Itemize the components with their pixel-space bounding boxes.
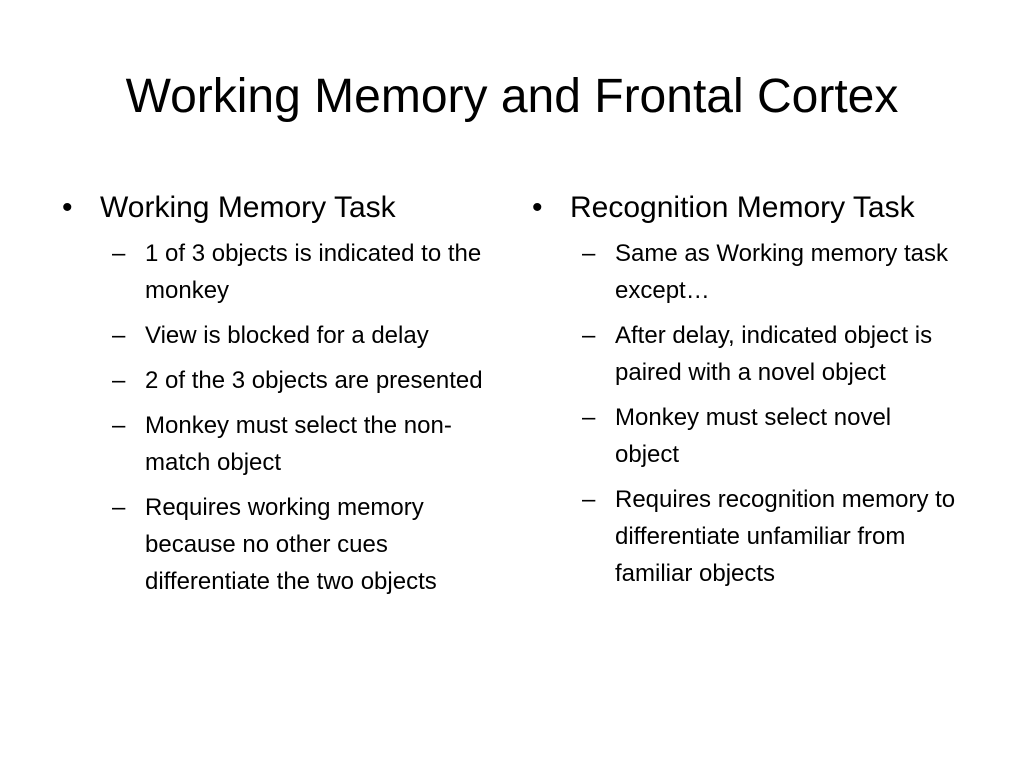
- right-sub-list: [532, 235, 972, 592]
- left-heading: Working Memory Task: [100, 191, 396, 224]
- dash-icon: –: [582, 486, 596, 513]
- list-item: [582, 317, 972, 391]
- dash-icon: –: [112, 412, 126, 439]
- right-column: [532, 187, 972, 600]
- list-item: [112, 489, 502, 600]
- list-item: [112, 317, 502, 354]
- dash-icon: –: [112, 367, 126, 394]
- dash-icon: –: [112, 494, 126, 521]
- list-item-text: Monkey must select the non-match object: [145, 412, 452, 476]
- left-heading-row: [62, 187, 502, 229]
- dash-icon: –: [112, 240, 126, 267]
- dash-icon: –: [582, 322, 596, 349]
- list-item: [582, 235, 972, 309]
- list-item: [112, 362, 502, 399]
- list-item: [112, 235, 502, 309]
- dash-icon: –: [582, 404, 596, 431]
- list-item: [582, 481, 972, 592]
- right-heading: Recognition Memory Task: [570, 191, 915, 224]
- dash-icon: –: [112, 322, 126, 349]
- bullet-icon: •: [532, 191, 543, 224]
- list-item-text: 2 of the 3 objects are presented: [145, 367, 483, 394]
- list-item: [112, 407, 502, 481]
- left-sub-list: [62, 235, 502, 600]
- left-column: [62, 187, 502, 608]
- slide-title: Working Memory and Frontal Cortex: [125, 70, 899, 123]
- list-item-text: Monkey must select novel object: [615, 404, 892, 468]
- list-item-text: Requires recognition memory to differentiate unfamiliar from familiar objects: [615, 486, 956, 587]
- list-item-text: 1 of 3 objects is indicated to the monkey: [145, 240, 482, 304]
- list-item: [582, 399, 972, 473]
- list-item-text: Requires working memory because no other cues differentiate the two objects: [145, 494, 437, 595]
- bullet-icon: •: [62, 191, 73, 224]
- list-item-text: View is blocked for a delay: [145, 322, 429, 349]
- dash-icon: –: [582, 240, 596, 267]
- right-heading-row: [532, 187, 972, 229]
- list-item-text: After delay, indicated object is paired with a novel object: [615, 322, 933, 386]
- list-item-text: Same as Working memory task except…: [615, 240, 948, 304]
